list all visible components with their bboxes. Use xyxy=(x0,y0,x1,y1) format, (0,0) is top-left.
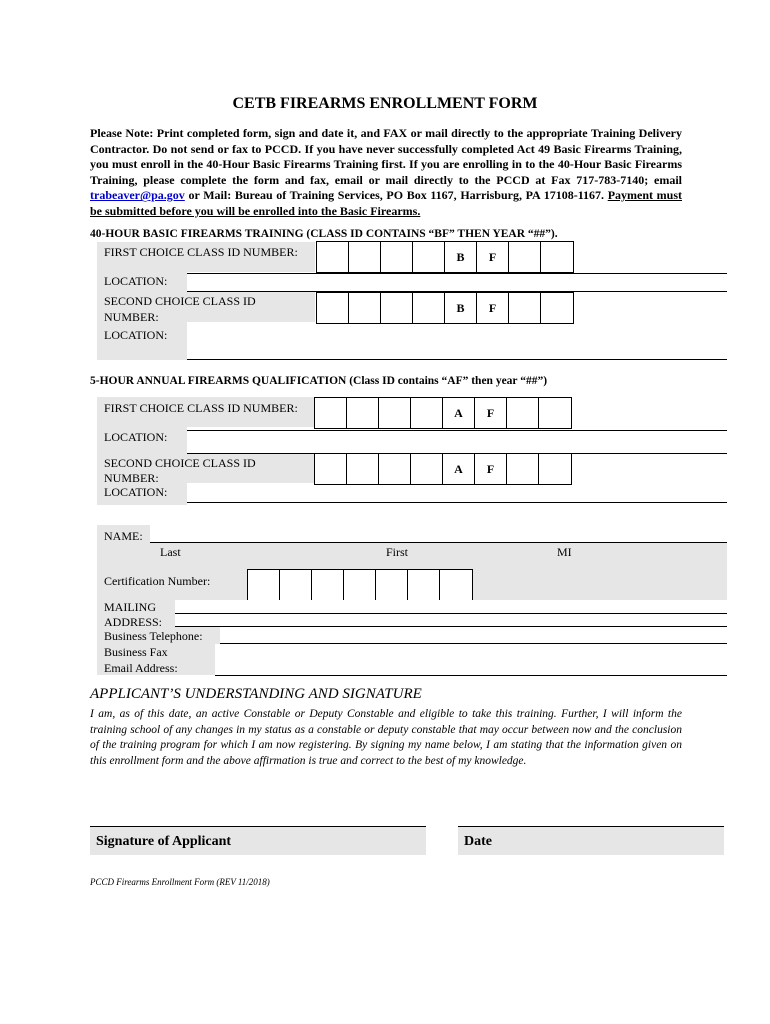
annual-location-label: LOCATION: xyxy=(104,430,168,444)
id-box[interactable] xyxy=(381,242,413,272)
certification-number-boxes[interactable] xyxy=(247,569,473,601)
id-box[interactable] xyxy=(539,454,571,484)
id-box[interactable] xyxy=(347,398,379,428)
id-box[interactable] xyxy=(541,242,573,272)
mailing-label-2: ADDRESS: xyxy=(104,615,163,629)
understanding-heading: APPLICANT’S UNDERSTANDING AND SIGNATURE xyxy=(90,686,422,702)
note-text-2: or Mail: Bureau of Training Services, PO Box 1167, Harrisburg, PA 17108-1167. xyxy=(184,188,608,203)
name-label: NAME: xyxy=(104,529,143,543)
annual-second-label-2: NUMBER: xyxy=(104,471,159,485)
id-box[interactable] xyxy=(317,242,349,272)
id-box-f: F xyxy=(477,242,509,272)
id-box[interactable] xyxy=(541,293,573,323)
cert-box[interactable] xyxy=(376,570,408,600)
id-box[interactable] xyxy=(381,293,413,323)
name-mi-caption: MI xyxy=(557,545,572,559)
basic-first-class-id-boxes[interactable] xyxy=(316,241,574,273)
mailing-label-1: MAILING xyxy=(104,600,156,614)
business-fax-label: Business Fax xyxy=(104,645,168,659)
basic-first-label: FIRST CHOICE CLASS ID NUMBER: xyxy=(104,245,298,259)
id-box[interactable] xyxy=(507,454,539,484)
understanding-text: I am, as of this date, an active Constable or Deputy Constable and eligible to take this training. Further, I will inform the training school of any changes in my status as a constable or deputy constable that may occur between now and the conclusion of the training program for which I am now registering. By signing my name below, I am stating that the information given on this enrollment form and the above affirmation is true and correct to the best of my knowledge. xyxy=(90,708,682,767)
annual-first-class-id-boxes[interactable] xyxy=(314,397,572,429)
form-title: CETB FIREARMS ENROLLMENT FORM xyxy=(232,95,538,112)
id-box[interactable] xyxy=(411,454,443,484)
cert-box[interactable] xyxy=(344,570,376,600)
basic-location2-line[interactable] xyxy=(187,343,727,360)
id-box[interactable] xyxy=(349,293,381,323)
id-box[interactable] xyxy=(347,454,379,484)
form-footer: PCCD Firearms Enrollment Form (REV 11/2018) xyxy=(90,877,270,887)
id-box-f: F xyxy=(477,293,509,323)
cert-box[interactable] xyxy=(280,570,312,600)
id-box-a: A xyxy=(443,454,475,484)
id-box[interactable] xyxy=(539,398,571,428)
name-first-caption: First xyxy=(386,545,409,559)
mailing-line-2[interactable] xyxy=(175,614,727,627)
basic-training-heading: 40-HOUR BASIC FIREARMS TRAINING (CLASS ID CONTAINS “BF” THEN YEAR “##”). xyxy=(90,228,558,240)
basic-location-line[interactable] xyxy=(187,273,727,292)
id-box-a: A xyxy=(443,398,475,428)
id-box-f: F xyxy=(475,454,507,484)
payment-note: Payment must be submitted before you will be enrolled into the Basic Firearms. xyxy=(90,188,682,218)
annual-location-line[interactable] xyxy=(187,430,727,454)
business-telephone-label: Business Telephone: xyxy=(104,629,203,643)
id-box[interactable] xyxy=(509,242,541,272)
business-fax-line[interactable] xyxy=(215,644,727,661)
id-box[interactable] xyxy=(315,398,347,428)
basic-second-label-2: NUMBER: xyxy=(104,310,159,324)
please-note-paragraph xyxy=(90,126,682,220)
note-text-1: Please Note: Print completed form, sign and date it, and FAX or mail directly to the appropriate Training Delivery Contractor. Do not send or fax to PCCD. If you have never successfully completed Act 49 Basic Firearms Training, you must enroll in the 40-Hour Basic Firearms Training first. If you are enrolling in to the 40-Hour Basic Firearms Training, please complete the form and fax, email or mail directly to the PCCD at Fax 717-783-7140; email xyxy=(90,126,682,187)
annual-qualification-heading: 5-HOUR ANNUAL FIREARMS QUALIFICATION (Class ID contains “AF” then year “##”) xyxy=(90,375,548,387)
id-box[interactable] xyxy=(507,398,539,428)
date-field[interactable] xyxy=(458,826,724,855)
basic-second-label-1: SECOND CHOICE CLASS ID xyxy=(104,294,256,308)
name-line[interactable] xyxy=(150,525,727,543)
id-box[interactable] xyxy=(411,398,443,428)
id-box[interactable] xyxy=(379,454,411,484)
id-box-f: F xyxy=(475,398,507,428)
id-box[interactable] xyxy=(509,293,541,323)
id-box[interactable] xyxy=(413,242,445,272)
cert-box[interactable] xyxy=(248,570,280,600)
cert-box[interactable] xyxy=(440,570,472,600)
id-box[interactable] xyxy=(315,454,347,484)
id-box-b: B xyxy=(445,242,477,272)
date-label: Date xyxy=(464,834,492,849)
id-box[interactable] xyxy=(379,398,411,428)
name-last-caption: Last xyxy=(160,545,181,559)
id-box[interactable] xyxy=(413,293,445,323)
cert-box[interactable] xyxy=(408,570,440,600)
annual-first-label: FIRST CHOICE CLASS ID NUMBER: xyxy=(104,401,298,415)
basic-location-label: LOCATION: xyxy=(104,274,168,288)
mailing-line-1[interactable] xyxy=(175,600,727,614)
cert-box[interactable] xyxy=(312,570,344,600)
email-address-label: Email Address: xyxy=(104,661,178,675)
annual-location2-line[interactable] xyxy=(187,486,727,503)
id-box[interactable] xyxy=(349,242,381,272)
annual-location2-label: LOCATION: xyxy=(104,485,168,499)
annual-second-label-1: SECOND CHOICE CLASS ID xyxy=(104,456,256,470)
basic-location2-label: LOCATION: xyxy=(104,328,168,342)
email-address-line[interactable] xyxy=(215,660,727,676)
certification-label: Certification Number: xyxy=(104,574,211,588)
basic-second-class-id-boxes[interactable] xyxy=(316,292,574,324)
id-box[interactable] xyxy=(317,293,349,323)
signature-label: Signature of Applicant xyxy=(96,834,232,849)
email-link[interactable]: trabeaver@pa.gov xyxy=(90,188,185,203)
id-box-b: B xyxy=(445,293,477,323)
business-telephone-line[interactable] xyxy=(220,627,727,644)
annual-second-class-id-boxes[interactable] xyxy=(314,453,572,485)
